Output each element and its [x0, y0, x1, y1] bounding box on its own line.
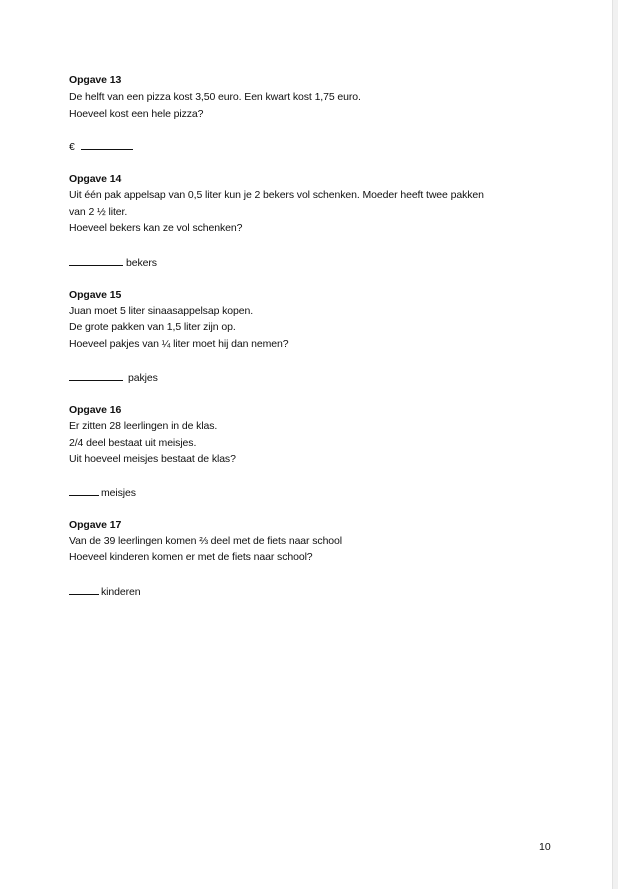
page-number: 10 — [539, 841, 551, 853]
answer-blank[interactable] — [69, 585, 99, 595]
exercise-13-text-1: De helft van een pizza kost 3,50 euro. Een kwart kost 1,75 euro. — [69, 91, 361, 103]
answer-unit: pakjes — [128, 372, 158, 384]
exercise-14-text-1: Uit één pak appelsap van 0,5 liter kun je 2 bekers vol schenken. Moeder heeft twee pakken — [69, 189, 484, 201]
answer-blank[interactable] — [69, 256, 123, 266]
answer-unit: bekers — [126, 257, 157, 269]
exercise-15-text-3: Hoeveel pakjes van ¼ liter moet hij dan nemen? — [69, 338, 289, 350]
exercise-16-title: Opgave 16 — [69, 404, 122, 416]
exercise-15-text-2: De grote pakken van 1,5 liter zijn op. — [69, 321, 236, 333]
exercise-16-text-2: 2/4 deel bestaat uit meisjes. — [69, 437, 197, 449]
euro-sign: € — [69, 141, 75, 153]
exercise-14-answer — [69, 256, 157, 270]
answer-blank[interactable] — [81, 140, 133, 150]
exercise-17-text-2: Hoeveel kinderen komen er met de fiets naar school? — [69, 551, 313, 563]
exercise-17-text-1: Van de 39 leerlingen komen ⅔ deel met de fiets naar school — [69, 535, 343, 547]
exercise-13-text-2: Hoeveel kost een hele pizza? — [69, 108, 204, 120]
answer-unit: kinderen — [101, 586, 141, 598]
exercise-15-answer — [69, 371, 158, 385]
answer-unit: meisjes — [101, 487, 136, 499]
exercise-17-answer — [69, 585, 140, 599]
exercise-13-answer — [69, 140, 133, 154]
exercise-14-title: Opgave 14 — [69, 173, 122, 185]
exercise-15-title: Opgave 15 — [69, 289, 122, 301]
answer-blank[interactable] — [69, 486, 99, 496]
exercise-14-text-3: Hoeveel bekers kan ze vol schenken? — [69, 222, 243, 234]
exercise-14-text-2: van 2 ½ liter. — [69, 206, 128, 218]
exercise-15-text-1: Juan moet 5 liter sinaasappelsap kopen. — [69, 305, 254, 317]
exercise-16-text-1: Er zitten 28 leerlingen in de klas. — [69, 420, 218, 432]
exercise-17-title: Opgave 17 — [69, 519, 122, 531]
exercise-16-text-3: Uit hoeveel meisjes bestaat de klas? — [69, 453, 236, 465]
answer-blank[interactable] — [69, 371, 123, 381]
exercise-16-answer — [69, 486, 136, 500]
exercise-13-title: Opgave 13 — [69, 74, 122, 86]
page-edge-shadow — [612, 0, 618, 889]
